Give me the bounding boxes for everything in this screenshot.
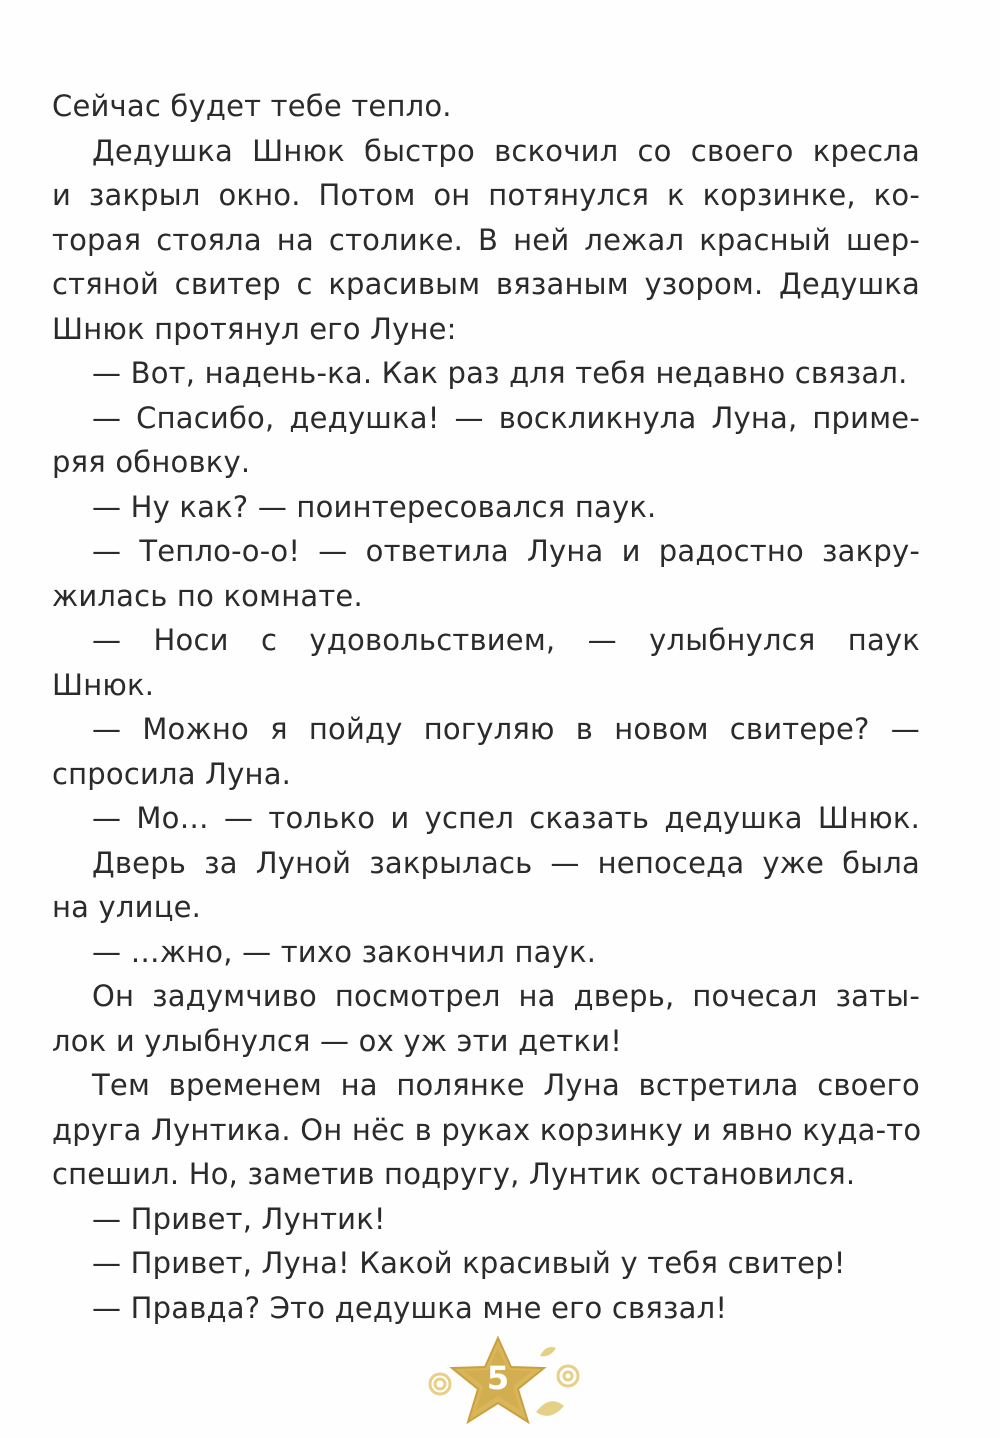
text-line: стяной свитер с красивым вязаным узором. Дедушка (52, 267, 920, 301)
text-line: на улице. (52, 890, 202, 924)
text-line: друга Лунтика. Он нёс в руках корзинку и явно куда-то (52, 1112, 922, 1147)
page-number: 5 (486, 1359, 510, 1397)
text-line: жилась по комнате. (52, 578, 363, 613)
left-spiral-icon (430, 1374, 450, 1394)
text-line: — Спасибо, дедушка! — воскликнула Луна, приме- (92, 400, 920, 435)
text-line: — Привет, Луна! Какой красивый у тебя свитер! (92, 1246, 846, 1280)
leaf-icon (536, 1401, 564, 1416)
text-line: лок и улыбнулся — ох уж эти детки! (52, 1023, 623, 1058)
text-line: ряя обновку. (52, 445, 251, 479)
story-text (52, 84, 920, 1330)
text-line: — Тепло-о-о! — ответила Луна и радостно закру- (92, 534, 920, 568)
right-swirl-icon (558, 1366, 578, 1386)
text-line: Сейчас будет тебе тепло. (52, 89, 452, 123)
text-line: и закрыл окно. Потом он потянулся к корзинке, ко- (52, 178, 920, 212)
text-line: — Привет, Лунтик! (92, 1201, 386, 1236)
text-line: Тем временем на полянке Луна встретила своего (92, 1068, 920, 1102)
text-line: — Ну как? — поинтересовался паук. (92, 489, 657, 524)
text-line: — Вот, надень-ка. Как раз для тебя недавно связал. (92, 356, 908, 390)
text-line: — Правда? Это дедушка мне его связал! (92, 1290, 728, 1325)
sprout-icon (540, 1347, 556, 1356)
text-line: — Носи с удовольствием, — улыбнулся паук (92, 623, 920, 657)
page-folio (418, 1334, 588, 1434)
text-line: — Можно я пойду погуляю в новом свитере? — (92, 712, 920, 746)
text-line: — …жно, — тихо закончил паук. (92, 934, 597, 969)
text-line: Шнюк. (52, 667, 155, 702)
text-line: Шнюк протянул его Луне: (52, 311, 457, 346)
text-line: спросила Луна. (52, 756, 292, 791)
text-line: торая стояла на столике. В ней лежал красный шер- (52, 222, 920, 257)
text-line: Дверь за Луной закрылась — непоседа уже была (92, 845, 920, 880)
text-line: Он задумчиво посмотрел на дверь, почесал заты- (92, 979, 920, 1013)
text-line: Дедушка Шнюк быстро вскочил со своего кресла (92, 133, 920, 168)
text-line: спешил. Но, заметив подругу, Лунтик остановился. (52, 1157, 856, 1191)
text-line: — Мо… — только и успел сказать дедушка Шнюк. (92, 801, 920, 835)
